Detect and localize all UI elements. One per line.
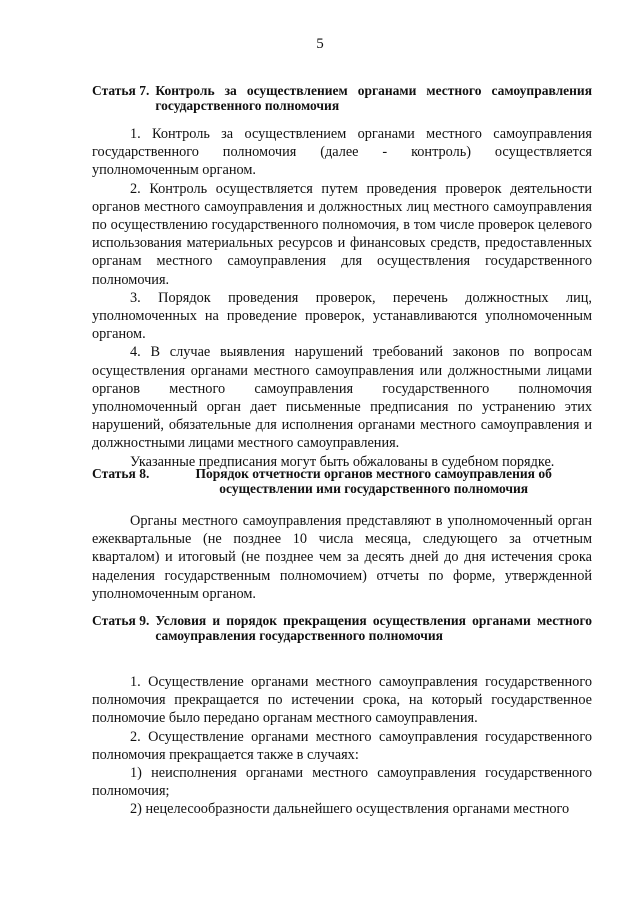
article-7-body [92, 125, 592, 471]
article-7-paragraph-5: Указанные предписания могут быть обжалованы в судебном порядке. [130, 453, 555, 470]
article-7-paragraph-4: 4. В случае выявления нарушений требований законов по вопросам осуществления органами местного самоуправления или должностными лицами органов местного самоуправления государственного полномочия уполномоченный орган дает письменные предписания по устранению этих нарушений, обязательные для исполнения органами местного самоуправления и должностными лицами местного самоуправления. [92, 344, 592, 452]
article-7-paragraph-2: 2. Контроль осуществляется путем проведения проверок деятельности органов местного самоуправления и должностных лиц местного самоуправления по осуществлению государственного полномочия, в том числе проверок целевого использования материальных ресурсов и финансовых средств, предоставленных органам местного самоуправления для осуществления государственного полномочия. [92, 180, 592, 288]
article-7-label: Статья 7. [92, 83, 150, 98]
article-8-label: Статья 8. [92, 466, 150, 481]
article-9-paragraph-3: 1) неисполнения органами местного самоуправления государственного полномочия; [92, 765, 592, 800]
article-8-body [92, 512, 592, 603]
article-7-paragraph-1: 1. Контроль за осуществлением органами местного самоуправления государственного полномочия (далее - контроль) осуществляется уполномоченным органом. [92, 126, 592, 179]
article-8-heading [92, 466, 592, 496]
article-9-paragraph-1: 1. Осуществление органами местного самоуправления государственного полномочия прекращается по истечении срока, на который государственное полномочие было передано органам местного самоуправления. [92, 674, 592, 727]
article-9-paragraph-4: 2) нецелесообразности дальнейшего осуществления органами местного [130, 801, 570, 818]
article-7-paragraph-3: 3. Порядок проведения проверок, перечень должностных лиц, уполномоченных на проведение проверок, устанавливаются уполномоченным органом. [92, 289, 592, 343]
article-9-label: Статья 9. [92, 613, 150, 628]
article-9-paragraph-2: 2. Осуществление органами местного самоуправления государственного полномочия прекращается также в случаях: [92, 728, 592, 763]
article-7-heading [92, 83, 592, 113]
article-7-title: Контроль за осуществлением органами местного самоуправления государственного полномочия [155, 83, 592, 113]
article-9-heading [92, 613, 592, 643]
article-8-paragraph-1: Органы местного самоуправления представляют в уполномоченный орган ежеквартальные (не позднее 10 числа месяца, следующего за отчетным кварталом) и итоговый (не позднее чем за десять дней до дня истечения срока наделения государственным полномочием) отчеты по форме, утвержденной уполномоченным органом. [92, 513, 592, 602]
article-8-title: Порядок отчетности органов местного самоуправления об осуществлении ими государственного полномочия [195, 466, 552, 496]
page-number: 5 [316, 36, 324, 52]
article-9-title: Условия и порядок прекращения осуществления органами местного самоуправления государственного полномочия [155, 613, 592, 643]
article-9-body [92, 673, 592, 819]
